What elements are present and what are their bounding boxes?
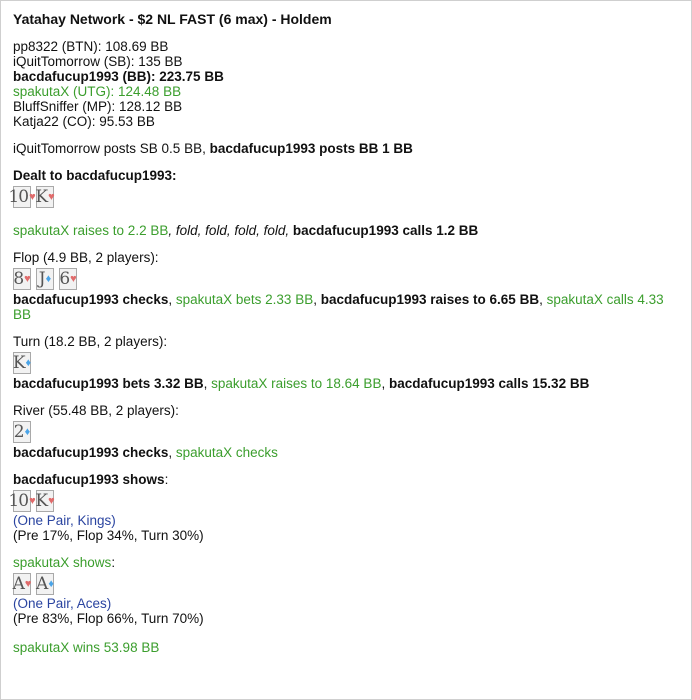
hand-rank: (One Pair, Kings) <box>13 513 116 528</box>
player-seat: iQuitTomorrow (SB): 135 BB <box>13 54 183 69</box>
player-seat: BluffSniffer (MP): 128.12 BB <box>13 99 183 114</box>
playing-card <box>8 490 36 512</box>
player-seat: pp8322 (BTN): 108.69 BB <box>13 39 169 54</box>
card-rank: 8 <box>13 269 24 289</box>
action: spakutaX bets 2.33 BB <box>175 292 314 307</box>
heart-icon: ♥ <box>24 578 32 590</box>
playing-card <box>13 268 31 290</box>
playing-card <box>13 421 31 443</box>
separator: , <box>168 292 176 307</box>
player-seat-hero: bacdafucup1993 (BB): 223.75 BB <box>13 69 224 84</box>
card-rank: K <box>35 491 48 511</box>
card-rank: A <box>36 574 48 594</box>
playing-card <box>36 573 54 595</box>
heart-icon: ♥ <box>48 495 55 507</box>
separator: , <box>168 445 176 460</box>
street-label: River (55.48 BB, 2 players): <box>13 403 179 418</box>
card-rank: 6 <box>59 269 70 289</box>
playing-card <box>13 352 31 374</box>
heart-icon: ♥ <box>70 273 77 285</box>
heart-icon: ♥ <box>29 191 36 203</box>
action: bacdafucup1993 checks <box>13 292 169 307</box>
player-seat: Katja22 (CO): 95.53 BB <box>13 114 155 129</box>
heart-icon: ♥ <box>24 273 31 285</box>
card-rank: 10 <box>8 187 29 207</box>
playing-card <box>36 490 54 512</box>
card-rank: A <box>12 574 24 594</box>
action: spakutaX raises to 18.64 BB <box>211 376 382 391</box>
equity-line: (Pre 83%, Flop 66%, Turn 70%) <box>13 611 204 626</box>
action: bacdafucup1993 raises to 6.65 BB <box>320 292 540 307</box>
action: spakutaX calls 4.33 BB <box>13 292 664 322</box>
river-section <box>13 403 679 460</box>
preflop-actions <box>13 223 679 238</box>
separator: , <box>313 292 321 307</box>
equity-line: (Pre 17%, Flop 34%, Turn 30%) <box>13 528 204 543</box>
street-label: Flop (4.9 BB, 2 players): <box>13 250 159 265</box>
street-label: Turn (18.2 BB, 2 players): <box>13 334 168 349</box>
playing-card <box>13 573 31 595</box>
card-rank: K <box>12 353 25 373</box>
blinds-line <box>13 141 679 156</box>
bb-post: bacdafucup1993 posts BB 1 BB <box>209 141 413 156</box>
action: bacdafucup1993 calls 1.2 BB <box>292 223 479 238</box>
card-rank: K <box>35 187 48 207</box>
card-rank: J <box>38 269 45 289</box>
board-cards <box>13 268 679 290</box>
hand-rank: (One Pair, Aces) <box>13 596 112 611</box>
action: bacdafucup1993 bets 3.32 BB <box>13 376 204 391</box>
hero-hole-cards <box>8 186 679 208</box>
action: spakutaX raises to 2.2 BB <box>13 223 169 238</box>
playing-card <box>59 268 77 290</box>
colon: : <box>164 472 169 487</box>
colon: : <box>111 555 116 570</box>
shown-cards <box>8 490 679 512</box>
playing-card <box>36 186 54 208</box>
card-rank: 10 <box>8 491 29 511</box>
showdown-hero <box>8 472 679 543</box>
heart-icon: ♥ <box>29 495 36 507</box>
showdown-villain <box>13 555 679 626</box>
shown-cards <box>13 573 679 595</box>
playing-card <box>8 186 36 208</box>
action: bacdafucup1993 checks <box>13 445 169 460</box>
hand-title: Yatahay Network - $2 NL FAST (6 max) - Holdem <box>13 11 332 27</box>
heart-icon: ♥ <box>48 191 55 203</box>
sb-post: iQuitTomorrow posts SB 0.5 BB, <box>13 141 206 156</box>
separator: , <box>203 376 212 391</box>
diamond-icon: ♦ <box>48 578 54 590</box>
shows-label: spakutaX shows <box>13 555 112 570</box>
board-cards <box>13 352 679 374</box>
turn-section <box>13 334 679 391</box>
dealt-section <box>8 168 679 208</box>
action: bacdafucup1993 calls 15.32 BB <box>388 376 590 391</box>
street-actions <box>13 376 679 391</box>
separator: , <box>381 376 389 391</box>
street-actions <box>13 292 679 322</box>
dealt-label: Dealt to bacdafucup1993: <box>13 168 177 183</box>
shows-label: bacdafucup1993 shows <box>13 472 165 487</box>
diamond-icon: ♦ <box>25 357 32 369</box>
flop-section <box>13 250 679 322</box>
playing-card <box>36 268 54 290</box>
board-cards <box>13 421 679 443</box>
separator: , <box>539 292 547 307</box>
player-seat-villain: spakutaX (UTG): 124.48 BB <box>13 84 182 99</box>
diamond-icon: ♦ <box>24 426 31 438</box>
diamond-icon: ♦ <box>45 273 52 285</box>
card-rank: 2 <box>13 422 24 442</box>
fold-actions: , fold, fold, fold, fold, <box>168 223 293 238</box>
street-actions <box>13 445 679 460</box>
player-list <box>13 39 679 129</box>
result-line: spakutaX wins 53.98 BB <box>13 640 160 655</box>
action: spakutaX checks <box>175 445 278 460</box>
